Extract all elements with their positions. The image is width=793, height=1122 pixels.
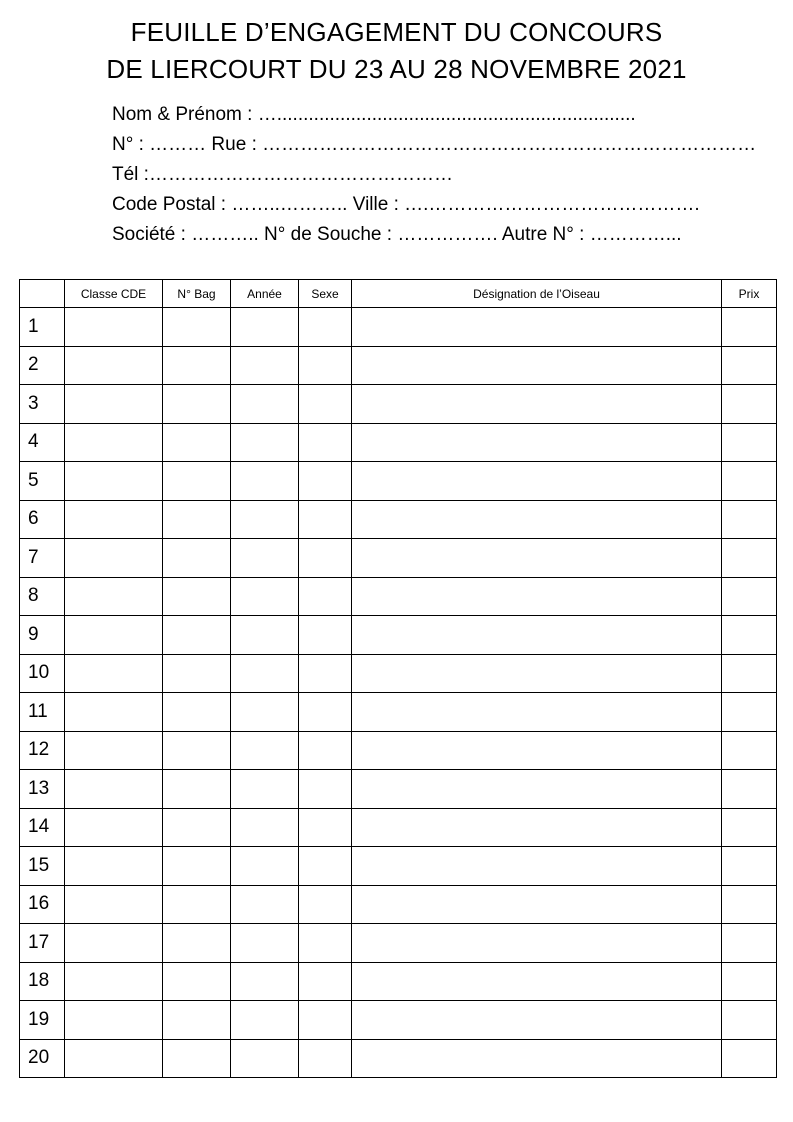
sexe-cell[interactable] — [299, 1001, 352, 1040]
prix-cell[interactable] — [722, 808, 777, 847]
table-row — [20, 346, 777, 385]
row-number: 11 — [20, 693, 65, 732]
sexe-cell[interactable] — [299, 577, 352, 616]
bague-cell[interactable] — [163, 924, 231, 963]
classe-cde-cell[interactable] — [65, 616, 163, 655]
designation-cell[interactable] — [352, 1039, 722, 1078]
sexe-cell[interactable] — [299, 423, 352, 462]
designation-cell[interactable] — [352, 346, 722, 385]
bague-cell[interactable] — [163, 847, 231, 886]
header-prix: Prix — [722, 280, 777, 308]
bague-cell[interactable] — [163, 616, 231, 655]
row-number: 6 — [20, 500, 65, 539]
header-sexe: Sexe — [299, 280, 352, 308]
designation-cell[interactable] — [352, 924, 722, 963]
sexe-cell[interactable] — [299, 462, 352, 501]
annee-cell[interactable] — [231, 616, 299, 655]
row-number: 4 — [20, 423, 65, 462]
header-number — [20, 280, 65, 308]
phone-field-line[interactable]: Tél :………………………………………… — [112, 164, 453, 185]
table-row — [20, 654, 777, 693]
sexe-cell[interactable] — [299, 808, 352, 847]
table-row — [20, 962, 777, 1001]
bague-cell[interactable] — [163, 808, 231, 847]
header-designation: Désignation de l’Oiseau — [352, 280, 722, 308]
annee-cell[interactable] — [231, 500, 299, 539]
classe-cde-cell[interactable] — [65, 731, 163, 770]
form-title-line-1: FEUILLE D’ENGAGEMENT DU CONCOURS — [130, 17, 663, 47]
annee-cell[interactable] — [231, 1039, 299, 1078]
sexe-cell[interactable] — [299, 308, 352, 347]
bague-cell[interactable] — [163, 1039, 231, 1078]
table-row — [20, 1001, 777, 1040]
designation-cell[interactable] — [352, 962, 722, 1001]
designation-cell[interactable] — [352, 693, 722, 732]
bague-cell[interactable] — [163, 962, 231, 1001]
table-row — [20, 808, 777, 847]
classe-cde-cell[interactable] — [65, 770, 163, 809]
prix-cell[interactable] — [722, 885, 777, 924]
postal-city-field-line[interactable]: Code Postal : ……..……….. Ville : ….……………………………………. — [112, 194, 700, 215]
classe-cde-cell[interactable] — [65, 654, 163, 693]
prix-cell[interactable] — [722, 1039, 777, 1078]
sexe-cell[interactable] — [299, 346, 352, 385]
designation-cell[interactable] — [352, 847, 722, 886]
classe-cde-cell[interactable] — [65, 962, 163, 1001]
annee-cell[interactable] — [231, 693, 299, 732]
sexe-cell[interactable] — [299, 500, 352, 539]
designation-cell[interactable] — [352, 423, 722, 462]
table-header-row — [20, 280, 777, 308]
table-row — [20, 423, 777, 462]
table-row — [20, 770, 777, 809]
annee-cell[interactable] — [231, 885, 299, 924]
prix-cell[interactable] — [722, 308, 777, 347]
table-row — [20, 385, 777, 424]
bague-cell[interactable] — [163, 308, 231, 347]
table-row — [20, 539, 777, 578]
prix-cell[interactable] — [722, 500, 777, 539]
row-number: 18 — [20, 962, 65, 1001]
address-field-line[interactable]: N° : ……… Rue : …………………………………………………………………… — [112, 134, 757, 155]
designation-cell[interactable] — [352, 616, 722, 655]
bague-cell[interactable] — [163, 500, 231, 539]
table-row — [20, 1039, 777, 1078]
classe-cde-cell[interactable] — [65, 500, 163, 539]
prix-cell[interactable] — [722, 962, 777, 1001]
bague-cell[interactable] — [163, 693, 231, 732]
annee-cell[interactable] — [231, 962, 299, 1001]
row-number: 2 — [20, 346, 65, 385]
form-title-line-2: DE LIERCOURT DU 23 AU 28 NOVEMBRE 2021 — [106, 54, 687, 84]
sexe-cell[interactable] — [299, 924, 352, 963]
prix-cell[interactable] — [722, 346, 777, 385]
prix-cell[interactable] — [722, 654, 777, 693]
classe-cde-cell[interactable] — [65, 423, 163, 462]
header-annee: Année — [231, 280, 299, 308]
table-row — [20, 885, 777, 924]
table-row — [20, 731, 777, 770]
prix-cell[interactable] — [722, 616, 777, 655]
annee-cell[interactable] — [231, 770, 299, 809]
classe-cde-cell[interactable] — [65, 346, 163, 385]
classe-cde-cell[interactable] — [65, 885, 163, 924]
prix-cell[interactable] — [722, 847, 777, 886]
classe-cde-cell[interactable] — [65, 1001, 163, 1040]
header-classe-cde: Classe CDE — [65, 280, 163, 308]
prix-cell[interactable] — [722, 924, 777, 963]
classe-cde-cell[interactable] — [65, 808, 163, 847]
row-number: 12 — [20, 731, 65, 770]
prix-cell[interactable] — [722, 577, 777, 616]
sexe-cell[interactable] — [299, 616, 352, 655]
bague-cell[interactable] — [163, 462, 231, 501]
sexe-cell[interactable] — [299, 770, 352, 809]
designation-cell[interactable] — [352, 885, 722, 924]
annee-cell[interactable] — [231, 346, 299, 385]
bague-cell[interactable] — [163, 731, 231, 770]
annee-cell[interactable] — [231, 1001, 299, 1040]
sexe-cell[interactable] — [299, 1039, 352, 1078]
sexe-cell[interactable] — [299, 847, 352, 886]
sexe-cell[interactable] — [299, 693, 352, 732]
annee-cell[interactable] — [231, 539, 299, 578]
annee-cell[interactable] — [231, 654, 299, 693]
annee-cell[interactable] — [231, 847, 299, 886]
name-field-line[interactable]: Nom & Prénom : ….................................................................... — [112, 104, 636, 125]
classe-cde-cell[interactable] — [65, 462, 163, 501]
designation-cell[interactable] — [352, 1001, 722, 1040]
row-number: 9 — [20, 616, 65, 655]
annee-cell[interactable] — [231, 385, 299, 424]
table-row — [20, 924, 777, 963]
classe-cde-cell[interactable] — [65, 308, 163, 347]
entry-table — [19, 279, 777, 1078]
sexe-cell[interactable] — [299, 731, 352, 770]
bague-cell[interactable] — [163, 577, 231, 616]
sexe-cell[interactable] — [299, 385, 352, 424]
table-row — [20, 577, 777, 616]
sexe-cell[interactable] — [299, 654, 352, 693]
bague-cell[interactable] — [163, 1001, 231, 1040]
bague-cell[interactable] — [163, 654, 231, 693]
classe-cde-cell[interactable] — [65, 924, 163, 963]
bague-cell[interactable] — [163, 539, 231, 578]
bague-cell[interactable] — [163, 346, 231, 385]
row-number: 8 — [20, 577, 65, 616]
annee-cell[interactable] — [231, 308, 299, 347]
classe-cde-cell[interactable] — [65, 539, 163, 578]
designation-cell[interactable] — [352, 808, 722, 847]
annee-cell[interactable] — [231, 423, 299, 462]
table-row — [20, 308, 777, 347]
designation-cell[interactable] — [352, 770, 722, 809]
row-number: 10 — [20, 654, 65, 693]
prix-cell[interactable] — [722, 539, 777, 578]
prix-cell[interactable] — [722, 770, 777, 809]
header-bague: N° Bag — [163, 280, 231, 308]
row-number: 19 — [20, 1001, 65, 1040]
row-number: 17 — [20, 924, 65, 963]
table-row — [20, 500, 777, 539]
annee-cell[interactable] — [231, 462, 299, 501]
row-number: 13 — [20, 770, 65, 809]
sexe-cell[interactable] — [299, 962, 352, 1001]
row-number: 3 — [20, 385, 65, 424]
row-number: 7 — [20, 539, 65, 578]
bague-cell[interactable] — [163, 423, 231, 462]
designation-cell[interactable] — [352, 731, 722, 770]
row-number: 5 — [20, 462, 65, 501]
prix-cell[interactable] — [722, 1001, 777, 1040]
designation-cell[interactable] — [352, 500, 722, 539]
designation-cell[interactable] — [352, 577, 722, 616]
society-field-line[interactable]: Société : ……….. N° de Souche : ……………. Autre N° : …………... — [112, 224, 682, 245]
table-row — [20, 847, 777, 886]
table-row — [20, 616, 777, 655]
bague-cell[interactable] — [163, 385, 231, 424]
prix-cell[interactable] — [722, 693, 777, 732]
classe-cde-cell[interactable] — [65, 1039, 163, 1078]
table-row — [20, 462, 777, 501]
prix-cell[interactable] — [722, 462, 777, 501]
designation-cell[interactable] — [352, 539, 722, 578]
table-row — [20, 693, 777, 732]
sexe-cell[interactable] — [299, 885, 352, 924]
row-number: 1 — [20, 308, 65, 347]
annee-cell[interactable] — [231, 808, 299, 847]
row-number: 15 — [20, 847, 65, 886]
designation-cell[interactable] — [352, 462, 722, 501]
bague-cell[interactable] — [163, 885, 231, 924]
annee-cell[interactable] — [231, 731, 299, 770]
designation-cell[interactable] — [352, 654, 722, 693]
designation-cell[interactable] — [352, 308, 722, 347]
prix-cell[interactable] — [722, 423, 777, 462]
annee-cell[interactable] — [231, 577, 299, 616]
classe-cde-cell[interactable] — [65, 577, 163, 616]
classe-cde-cell[interactable] — [65, 847, 163, 886]
annee-cell[interactable] — [231, 924, 299, 963]
sexe-cell[interactable] — [299, 539, 352, 578]
row-number: 14 — [20, 808, 65, 847]
bague-cell[interactable] — [163, 770, 231, 809]
prix-cell[interactable] — [722, 731, 777, 770]
row-number: 20 — [20, 1039, 65, 1078]
row-number: 16 — [20, 885, 65, 924]
contact-info-block — [112, 100, 756, 250]
classe-cde-cell[interactable] — [65, 693, 163, 732]
prix-cell[interactable] — [722, 385, 777, 424]
classe-cde-cell[interactable] — [65, 385, 163, 424]
designation-cell[interactable] — [352, 385, 722, 424]
